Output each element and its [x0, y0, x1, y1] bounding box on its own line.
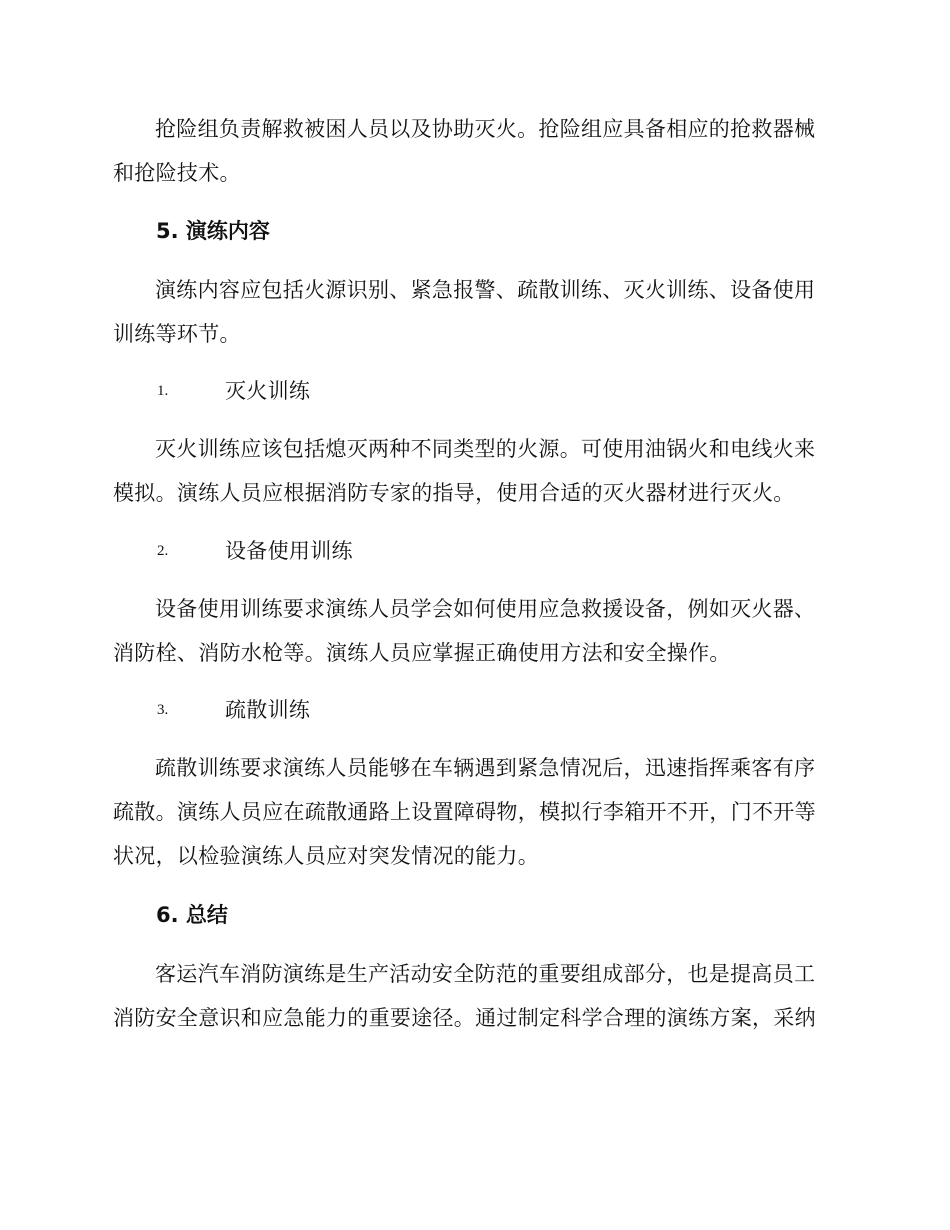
- section-5-heading: 5. 演练内容: [156, 219, 270, 243]
- item-1-paragraph-line-2: 模拟。演练人员应根据消防专家的指导，使用合适的灭火器材进行灭火。: [113, 481, 795, 505]
- section-6-paragraph-line-1: 客运汽车消防演练是生产活动安全防范的重要组成部分，也是提高员工: [155, 962, 816, 986]
- section-6-heading: 6. 总结: [156, 903, 228, 927]
- section-5-intro-line-2: 训练等环节。: [113, 322, 241, 346]
- list-item-number: 3.: [157, 702, 169, 718]
- list-item-number: 1.: [157, 383, 169, 399]
- item-3-paragraph-line-2: 疏散。演练人员应在疏散通路上设置障碍物，模拟行李箱开不开，门不开等: [113, 800, 816, 824]
- paragraph-rescue-line-2: 和抢险技术。: [113, 161, 241, 185]
- item-2-paragraph-line-1: 设备使用训练要求演练人员学会如何使用应急救援设备，例如灭火器、: [155, 597, 816, 621]
- item-3-paragraph-line-1: 疏散训练要求演练人员能够在车辆遇到紧急情况后，迅速指挥乘客有序: [155, 756, 816, 780]
- item-2-paragraph-line-2: 消防栓、消防水枪等。演练人员应掌握正确使用方法和安全操作。: [113, 641, 731, 665]
- list-item-title: 设备使用训练: [225, 539, 353, 563]
- paragraph-rescue-line-1: 抢险组负责解救被困人员以及协助灭火。抢险组应具备相应的抢救器械: [155, 117, 816, 141]
- item-3-paragraph-line-3: 状况，以检验演练人员应对突发情况的能力。: [113, 844, 539, 868]
- list-item-title: 疏散训练: [225, 698, 311, 722]
- item-1-paragraph-line-1: 灭火训练应该包括熄灭两种不同类型的火源。可使用油锅火和电线火来: [155, 437, 816, 461]
- section-5-intro-line-1: 演练内容应包括火源识别、紧急报警、疏散训练、灭火训练、设备使用: [155, 278, 816, 302]
- list-item-number: 2.: [157, 543, 169, 559]
- section-6-paragraph-line-2: 消防安全意识和应急能力的重要途径。通过制定科学合理的演练方案，采纳: [113, 1006, 816, 1030]
- list-item-title: 灭火训练: [225, 379, 311, 403]
